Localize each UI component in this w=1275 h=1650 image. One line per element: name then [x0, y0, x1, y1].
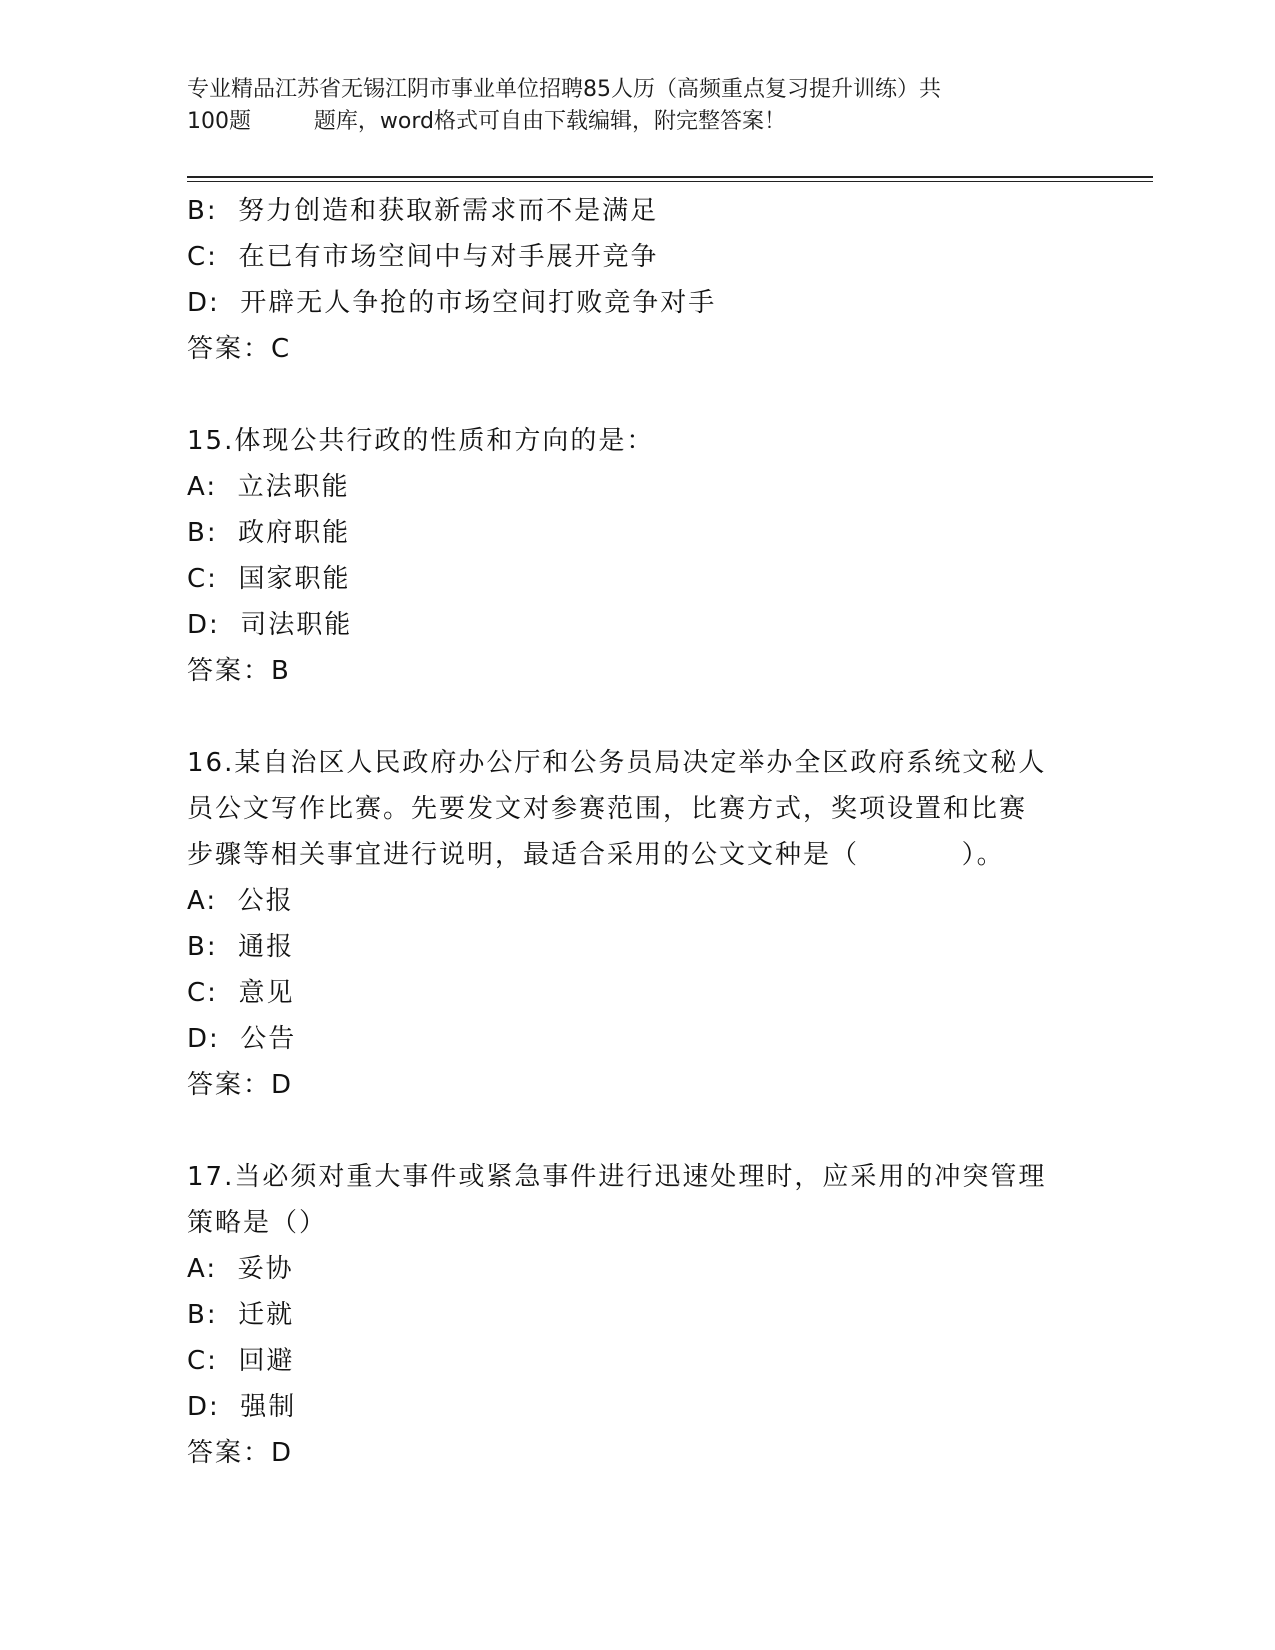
- question-text: 员公文写作比赛。先要发文对参赛范围，比赛方式，奖项设置和比赛: [187, 794, 1028, 824]
- question-content: [187, 188, 1087, 1476]
- option-b: B: 努力创造和获取新需求而不是满足: [187, 196, 659, 226]
- question-15: [187, 418, 1087, 694]
- answer: 答案：D: [187, 1070, 294, 1100]
- document-header: [187, 74, 1147, 138]
- question-17: [187, 1154, 1087, 1476]
- option-d: D: 司法职能: [187, 610, 353, 640]
- question-text: 策略是（）: [187, 1208, 328, 1238]
- option-a: A: 公报: [187, 886, 294, 916]
- question-text: 15.体现公共行政的性质和方向的是：: [187, 426, 655, 456]
- option-a: A: 立法职能: [187, 472, 350, 502]
- option-b: B: 通报: [187, 932, 295, 962]
- answer: 答案：C: [187, 334, 292, 364]
- question-text: 17.当必须对重大事件或紧急事件进行迅速处理时，应采用的冲突管理: [187, 1162, 1047, 1192]
- option-c: C: 在已有市场空间中与对手展开竞争: [187, 242, 659, 272]
- answer: 答案：B: [187, 656, 291, 686]
- header-divider-thick: [187, 176, 1153, 178]
- question-text: 步骤等相关事宜进行说明，最适合采用的公文文种是（ ）。: [187, 840, 1005, 870]
- option-a: A: 妥协: [187, 1254, 294, 1284]
- option-c: C: 国家职能: [187, 564, 351, 594]
- question-text: 16.某自治区人民政府办公厅和公务员局决定举办全区政府系统文秘人: [187, 748, 1047, 778]
- header-title-line-1: 专业精品江苏省无锡江阴市事业单位招聘85人历（高频重点复习提升训练）共: [187, 77, 941, 102]
- answer: 答案：D: [187, 1438, 294, 1468]
- option-d: D: 开辟无人争抢的市场空间打败竞争对手: [187, 288, 717, 318]
- option-b: B: 政府职能: [187, 518, 351, 548]
- option-d: D: 强制: [187, 1392, 297, 1422]
- option-c: C: 意见: [187, 978, 295, 1008]
- question-16: [187, 740, 1087, 1108]
- option-c: C: 回避: [187, 1346, 295, 1376]
- continued-question: [187, 188, 1087, 372]
- option-b: B: 迁就: [187, 1300, 295, 1330]
- header-divider-thin: [187, 181, 1153, 182]
- header-title-line-2: 100题 题库，word格式可自由下载编辑，附完整答案！: [187, 109, 787, 134]
- option-d: D: 公告: [187, 1024, 297, 1054]
